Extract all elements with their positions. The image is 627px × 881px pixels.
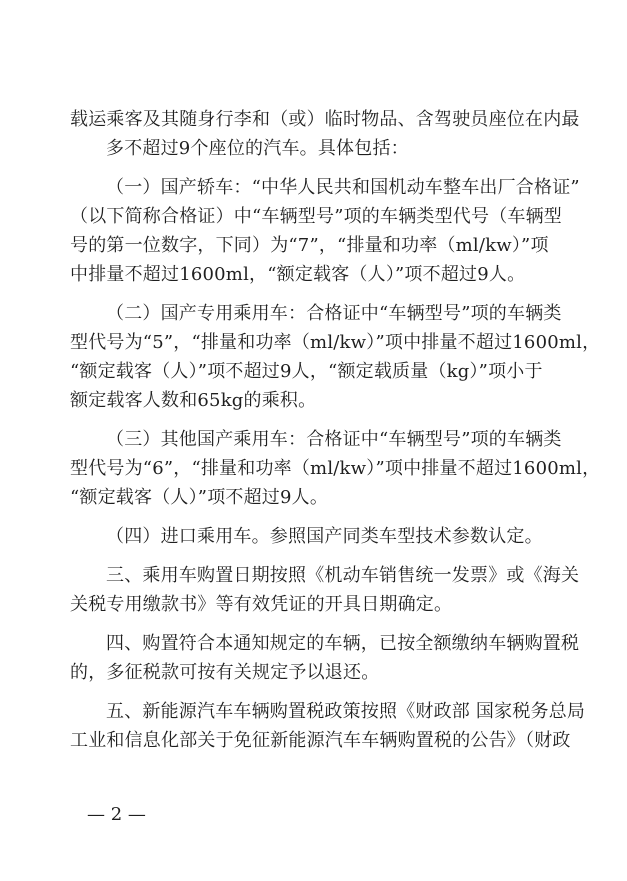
text-line: （以下简称合格证）中“车辆型号”项的车辆类型代号（车辆型 — [70, 206, 563, 227]
text-line: 工业和信息化部关于免征新能源汽车车辆购置税的公告》（财政 — [70, 730, 571, 751]
paragraph-purchase-date — [70, 561, 580, 619]
paragraph-gap — [70, 687, 570, 697]
paragraph-gap — [70, 512, 570, 522]
text-line: “额定载客（人）”项不超过9人。 — [70, 487, 329, 508]
text-line: 额定载客人数和65kg的乘积。 — [70, 390, 317, 411]
text-line: （二）国产专用乘用车：合格证中“车辆型号”项的车辆类 — [106, 303, 562, 324]
page-number: — 2 — — [87, 804, 146, 825]
paragraph-gap — [70, 551, 570, 561]
text-line: “额定载客（人）”项不超过9人，“额定载质量（kg）”项小于 — [70, 361, 543, 382]
paragraph-tax-refund — [70, 629, 580, 687]
text-line: 多不超过9个座位的汽车。具体包括： — [106, 138, 409, 159]
document-body — [70, 105, 601, 755]
paragraph-other-domestic — [70, 425, 601, 512]
text-line: （一）国产轿车：“中华人民共和国机动车整车出厂合格证” — [106, 177, 580, 198]
paragraph-scope-intro — [70, 105, 580, 163]
paragraph-domestic-sedan — [70, 173, 580, 289]
text-line: 型代号为“6”，“排量和功率（ml/kw）”项中排量不超过1600ml， — [70, 458, 601, 479]
paragraph-gap — [70, 619, 570, 629]
text-line: 五、新能源汽车车辆购置税政策按照《财政部 国家税务总局 — [106, 701, 586, 722]
paragraph-gap — [70, 415, 570, 425]
text-line: 四、购置符合本通知规定的车辆，已按全额缴纳车辆购置税 — [106, 633, 580, 654]
paragraph-gap — [70, 289, 570, 299]
paragraph-gap — [70, 163, 570, 173]
text-line: 载运乘客及其随身行李和（或）临时物品、含驾驶员座位在内最 — [70, 109, 580, 130]
text-line: 型代号为“5”，“排量和功率（ml/kw）”项中排量不超过1600ml， — [70, 332, 601, 353]
text-line: 中排量不超过1600ml，“额定载客（人）”项不超过9人。 — [70, 264, 526, 285]
paragraph-imported-vehicle — [70, 522, 570, 551]
text-line: 关税专用缴款书》等有效凭证的开具日期确定。 — [70, 594, 453, 615]
paragraph-special-vehicle — [70, 299, 601, 415]
text-line: （三）其他国产乘用车：合格证中“车辆型号”项的车辆类 — [106, 429, 562, 450]
text-line: （四）进口乘用车。参照国产同类车型技术参数认定。 — [106, 526, 543, 547]
paragraph-new-energy — [70, 697, 586, 755]
text-line: 三、乘用车购置日期按照《机动车销售统一发票》或《海关 — [106, 565, 580, 586]
text-line: 号的第一位数字，下同）为“7”，“排量和功率（ml/kw）”项 — [70, 235, 549, 256]
text-line: 的，多征税款可按有关规定予以退还。 — [70, 662, 380, 683]
